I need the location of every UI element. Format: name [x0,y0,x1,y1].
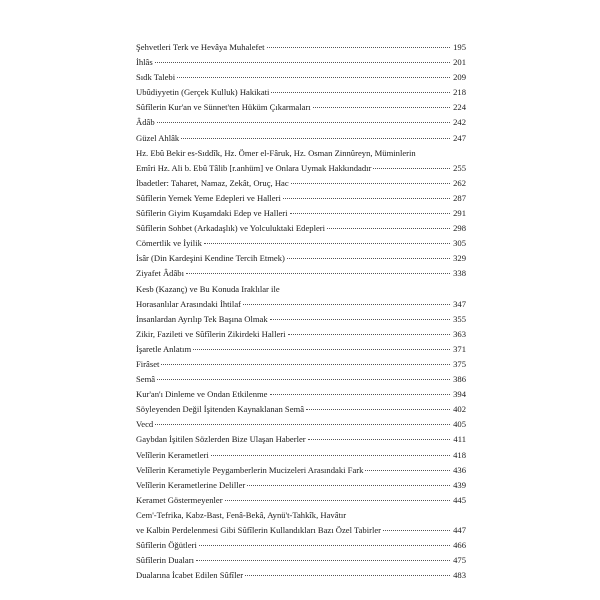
toc-entry-title: Sıdk Talebi [136,72,176,83]
toc-entry-title: Sûfîlerin Yemek Yeme Edepleri ve Halleri [136,192,281,203]
toc-entry [136,55,466,70]
toc-entry [136,312,466,327]
toc-entry-page-number: 439 [453,479,466,490]
toc-entry-title: Gaybdan İşitilen Sözlerden Bize Ulaşan Haberler [136,434,306,445]
dot-leader [181,138,450,139]
toc-entry-page-number: 347 [453,298,466,309]
toc-entry [136,221,466,236]
toc-entry-page-number: 287 [453,192,466,203]
dot-leader [157,379,450,380]
toc-entry-page-number: 371 [453,343,466,354]
toc-entry-title: Vecd [136,419,154,430]
toc-entry-page-number: 447 [453,525,466,535]
toc-entry-title: Hz. Ebû Bekir es-Sıddîk, Hz. Ömer el-Fâruk, Hz. Osman Zinnûreyn, Müminlerin [136,147,416,158]
toc-entry-title: Velîlerin Kerametiyle Peygamberlerin Mucizeleri Arasındaki Fark [136,464,364,475]
toc-entry [136,493,466,508]
dot-leader [245,575,450,576]
dot-leader [291,183,450,184]
toc-entry-page-number: 386 [453,374,466,385]
dot-leader [267,47,450,48]
toc-entry-page-number: 418 [453,449,466,460]
dot-leader [271,92,450,93]
toc-entry-page-number: 466 [453,540,466,551]
toc-entry [136,538,466,553]
toc-entry [136,161,466,176]
toc-entry [136,372,466,387]
toc-entry-title: Emîri Hz. Ali b. Ebû Tâlib [r.anhüm] ve Onlara Uymak Hakkındadır [136,162,372,173]
toc-entry-title: Sûfîlerin Kur'an ve Sünnet'ten Hüküm Çıkarmaları [136,102,311,113]
toc-entry-page-number: 394 [453,389,466,400]
toc-entry [136,251,466,266]
toc-entry [136,131,466,146]
toc-entry-page-number: 305 [453,238,466,249]
toc-entry-title: Sûfîlerin Giyim Kuşamdaki Edep ve Halleri [136,208,288,219]
dot-leader [161,364,450,365]
toc-entry-page-number: 298 [453,223,466,234]
toc-entry-page-number: 218 [453,87,466,98]
toc-entry-page-number: 436 [453,464,466,475]
toc-entry [136,417,466,432]
dot-leader [306,409,450,410]
toc-entry-page-number: 291 [453,208,466,219]
toc-entry-page-number: 195 [453,42,466,52]
toc-entry-title: İsâr (Din Kardeşini Kendine Tercih Etmek) [136,253,285,264]
toc-entry [136,206,466,221]
toc-entry-page-number: 255 [453,162,466,173]
toc-entry-title: İhlâs [136,57,153,68]
toc-entry-page-number: 262 [453,177,466,188]
toc-entry [136,85,466,100]
toc-entry-page-number: 375 [453,358,466,369]
toc-entry-page-number: 402 [453,404,466,415]
dot-leader [177,77,450,78]
toc-entry [136,553,466,568]
toc-entry-title: Zikir, Fazileti ve Sûfîlerin Zikirdeki Halleri [136,328,286,339]
toc-entry-title: Sûfîlerin Öğütleri [136,540,197,551]
toc-entry-title: Cem'-Tefrika, Kabz-Bast, Fenâ-Bekâ, Aynü't-Tahkîk, Havâtır [136,509,347,520]
toc-entry-title: Horasanlılar Arasındaki İhtilaf [136,298,242,309]
dot-leader [313,107,450,108]
toc-entry-title: Dualarına İcabet Edilen Sûfîler [136,570,244,581]
toc-entry-title: Sûfîlerin Sohbet (Arkadaşlık) ve Yolculuktaki Edepleri [136,223,326,234]
toc-entry [136,568,466,583]
toc-entry [136,100,466,115]
toc-entry-title: Ziyafet Âdâbı [136,268,184,279]
toc-entry-page-number: 445 [453,494,466,505]
toc-entry-title: Velîlerin Kerametlerine Deliller [136,479,246,490]
toc-entry-title: Sûfîlerin Duaları [136,555,194,566]
toc-entry [136,40,466,55]
toc-entry-title: Ubûdiyyetin (Gerçek Kulluk) Hakikati [136,87,270,98]
toc-entry [136,448,466,463]
toc-entry [136,266,466,281]
toc-entry [136,70,466,85]
toc-entry-title: ve Kalbin Perdelenmesi Gibi Sûfîlerin Kullandıkları Bazı Özel Tabirler [136,525,382,535]
toc-entry-page-number: 224 [453,102,466,113]
dot-leader [270,319,450,320]
dot-leader [373,168,450,169]
dot-leader [288,334,450,335]
toc-entry [136,191,466,206]
dot-leader [196,560,450,561]
toc-entry [136,402,466,417]
toc-entry-page-number: 201 [453,57,466,68]
toc-entry-title: Semâ [136,374,156,385]
toc-entry-title: Kesb (Kazanç) ve Bu Konuda Iraklılar ile [136,283,280,294]
toc-entry-title: Velîlerin Kerametleri [136,449,209,460]
toc-entry-title: Kur'an'ı Dinleme ve Ondan Etkilenme [136,389,268,400]
toc-entry-page-number: 247 [453,132,466,143]
toc-entry-title: İbadetler: Taharet, Namaz, Zekât, Oruç, Hac [136,177,289,188]
toc-entry-title: Güzel Ahlâk [136,132,180,143]
table-of-contents [136,40,466,583]
dot-leader [327,228,450,229]
toc-entry [136,282,466,297]
toc-entry-page-number: 363 [453,328,466,339]
dot-leader [155,424,450,425]
toc-entry-title: Cömertlik ve İyilik [136,238,202,249]
toc-entry-title: Keramet Göstermeyenler [136,494,223,505]
dot-leader [155,62,450,63]
toc-entry [136,115,466,130]
toc-entry [136,357,466,372]
toc-entry [136,236,466,251]
toc-entry-title: Firâset [136,358,160,369]
toc-entry [136,478,466,493]
dot-leader [204,243,450,244]
toc-entry-page-number: 209 [453,72,466,83]
toc-entry [136,508,466,523]
toc-entry [136,432,466,447]
dot-leader [365,470,450,471]
dot-leader [225,500,450,501]
toc-entry-title: İşaretle Anlatım [136,343,192,354]
toc-entry [136,463,466,478]
toc-entry-page-number: 483 [453,570,466,581]
toc-entry-page-number: 338 [453,268,466,279]
dot-leader [308,439,450,440]
dot-leader [270,394,451,395]
dot-leader [199,545,450,546]
dot-leader [243,304,450,305]
toc-entry-page-number: 355 [453,313,466,324]
dot-leader [383,530,450,531]
toc-entry [136,327,466,342]
toc-entry-page-number: 329 [453,253,466,264]
toc-entry-title: Söyleyenden Değil İşitenden Kaynaklanan Semâ [136,404,305,415]
toc-entry [136,523,466,538]
toc-entry-page-number: 242 [453,117,466,128]
toc-entry-title: İnsanlardan Ayrılıp Tek Başına Olmak [136,313,268,324]
toc-entry [136,146,466,161]
toc-entry [136,176,466,191]
dot-leader [290,213,450,214]
toc-entry-page-number: 405 [453,419,466,430]
dot-leader [287,258,450,259]
dot-leader [283,198,450,199]
toc-entry-page-number: 475 [453,555,466,566]
toc-entry [136,297,466,312]
dot-leader [193,349,450,350]
toc-entry [136,387,466,402]
toc-entry-page-number: 411 [453,434,466,445]
dot-leader [211,455,450,456]
dot-leader [186,273,450,274]
toc-entry [136,342,466,357]
toc-entry-title: Âdâb [136,117,155,128]
dot-leader [157,122,450,123]
dot-leader [247,485,450,486]
toc-entry-title: Şehvetleri Terk ve Hevâya Muhalefet [136,42,265,52]
